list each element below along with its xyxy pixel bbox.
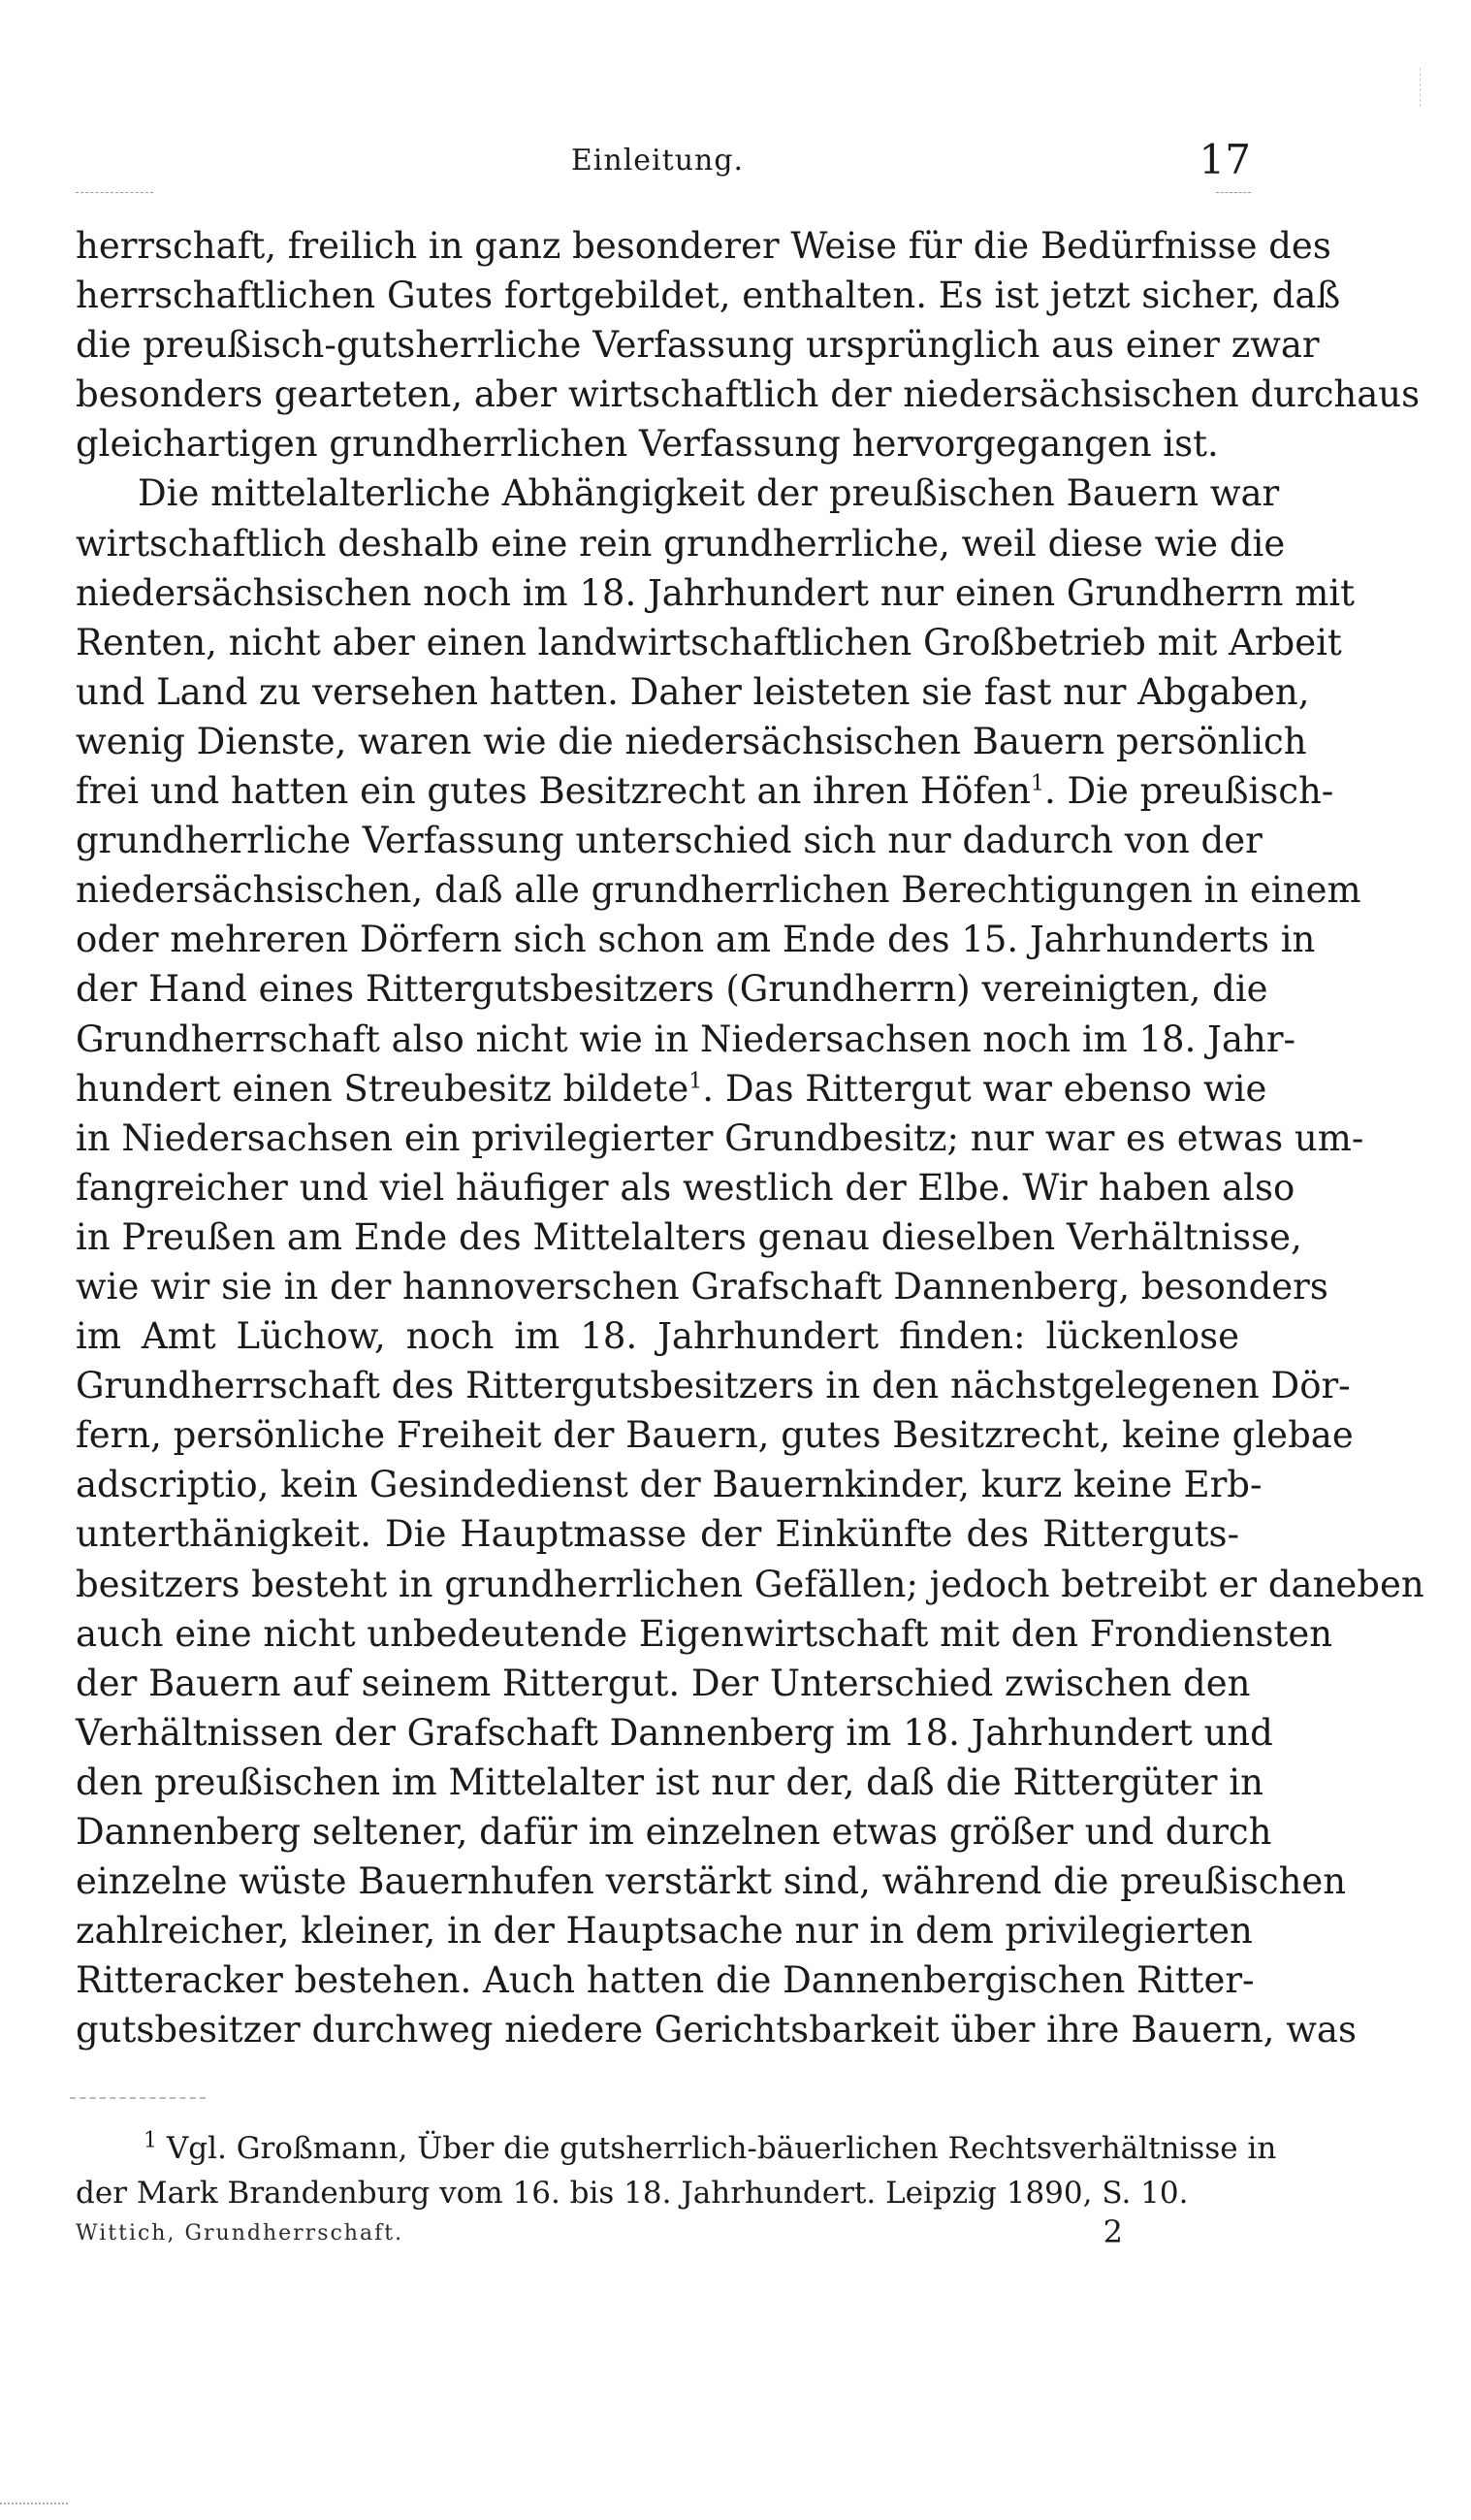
page-number: 17 — [1199, 136, 1251, 183]
text-line: in Preußen am Ende des Mittelalters genau dieselben Verhältnisse, — [76, 1215, 1302, 1258]
text-line: wirtschaftlich deshalb eine rein grundherrliche, weil diese wie die — [76, 522, 1286, 565]
text-line: Verhältnissen der Grafschaft Dannenberg im 18. Jahrhundert und — [76, 1711, 1273, 1754]
text-segment: . Die preußisch- — [1043, 770, 1334, 813]
text-line: im Amt Lüchow, noch im 18. Jahrhundert finden: lückenlose — [76, 1315, 1239, 1358]
text-line: Grundherrschaft also nicht wie in Niedersachsen noch im 18. Jahr- — [76, 1018, 1296, 1060]
footnote-reference: 1 — [688, 1069, 703, 1094]
text-line: Grundherrschaft des Rittergutsbesitzers in den nächstgelegenen Dör- — [76, 1365, 1351, 1407]
text-line: in Niedersachsen ein privilegierter Grundbesitz; nur war es etwas um- — [76, 1116, 1364, 1159]
text-line: zahlreicher, kleiner, in der Hauptsache nur in dem privilegierten — [76, 1910, 1253, 1953]
footnote-text: Vgl. Großmann, Über die gutsherrlich-bäuerlichen Rechtsverhältnisse in — [166, 2131, 1277, 2166]
text-line: herrschaft, freilich in ganz besonderer Weise für die Bedürfnisse des — [76, 225, 1331, 267]
footnote-reference: 1 — [1030, 771, 1044, 796]
text-segment: frei und hatten ein gutes Besitzrecht an ihren Höfen — [76, 770, 1031, 813]
header-mark-left — [76, 192, 153, 193]
text-line: herrschaftlichen Gutes fortgebildet, enthalten. Es ist jetzt sicher, daß — [76, 275, 1341, 317]
sheet-number: 2 — [1103, 2213, 1123, 2250]
footnote-line — [76, 2126, 1277, 2171]
text-line: wie wir sie in der hannoverschen Grafschaft Dannenberg, besonders — [76, 1265, 1328, 1308]
running-title: Einleitung. — [570, 144, 745, 178]
page-header — [76, 136, 1251, 194]
main-text — [76, 221, 1424, 2054]
text-line: oder mehreren Dörfern sich schon am Ende des 15. Jahrhunderts in — [76, 919, 1316, 961]
text-line: Ritteracker bestehen. Auch hatten die Dannenbergischen Ritter- — [76, 1959, 1255, 2002]
text-line: fern, persönliche Freiheit der Bauern, gutes Besitzrecht, keine glebae — [76, 1414, 1354, 1457]
text-line: den preußischen im Mittelalter ist nur der, daß die Rittergüter in — [76, 1761, 1263, 1803]
footnote-line: der Mark Brandenburg vom 16. bis 18. Jahrhundert. Leipzig 1890, S. 10. — [76, 2176, 1189, 2211]
text-line: wenig Dienste, waren wie die niedersächsischen Bauern persönlich — [76, 720, 1307, 762]
text-line: niedersächsischen, daß alle grundherrlichen Berechtigungen in einem — [76, 869, 1361, 912]
text-line: adscriptio, kein Gesindedienst der Bauernkinder, kurz keine Erb- — [76, 1464, 1263, 1506]
text-segment: hundert einen Streubesitz bildete — [76, 1067, 689, 1110]
text-segment: . Das Rittergut war ebenso wie — [702, 1067, 1267, 1110]
text-line: besitzers besteht in grundherrlichen Gefällen; jedoch betreibt er daneben — [76, 1563, 1424, 1605]
scan-edge-mark — [1420, 68, 1423, 107]
text-line-with-footnote-ref — [76, 766, 1334, 816]
text-line: Renten, nicht aber einen landwirtschaftlichen Großbetrieb mit Arbeit — [76, 621, 1342, 663]
text-line: gleichartigen grundherrlichen Verfassung hervorgegangen ist. — [76, 423, 1219, 466]
text-line: niedersächsischen noch im 18. Jahrhundert nur einen Grundherrn mit — [76, 571, 1355, 614]
footnote — [76, 2126, 1277, 2215]
text-line: und Land zu versehen hatten. Daher leisteten sie fast nur Abgaben, — [76, 670, 1310, 713]
text-line-with-footnote-ref — [76, 1064, 1267, 1114]
footnote-marker: 1 — [144, 2128, 157, 2153]
header-mark-right — [1216, 192, 1251, 193]
text-line: fangreicher und viel häufiger als westlich der Elbe. Wir haben also — [76, 1166, 1295, 1209]
scan-edge-mark — [0, 2503, 68, 2504]
footnote-separator — [70, 2097, 206, 2099]
text-line: grundherrliche Verfassung unterschied sich nur dadurch von der — [76, 820, 1263, 862]
printer-signature: Wittich, Grundherrschaft. — [76, 2221, 404, 2245]
text-line: unterthänigkeit. Die Hauptmasse der Einkünfte des Ritterguts- — [76, 1513, 1239, 1556]
text-line: auch eine nicht unbedeutende Eigenwirtschaft mit den Frondiensten — [76, 1612, 1333, 1655]
text-line: Die mittelalterliche Abhängigkeit der preußischen Bauern war — [138, 472, 1280, 515]
text-line: die preußisch-gutsherrliche Verfassung ursprünglich aus einer zwar — [76, 324, 1320, 367]
text-line: gutsbesitzer durchweg niedere Gerichtsbarkeit über ihre Bauern, was — [76, 2009, 1357, 2052]
text-line: einzelne wüste Bauernhufen verstärkt sind, während die preußischen — [76, 1860, 1347, 1903]
printer-signature-line — [76, 2213, 1123, 2256]
text-line: der Bauern auf seinem Rittergut. Der Unterschied zwischen den — [76, 1662, 1251, 1704]
text-line: besonders gearteten, aber wirtschaftlich der niedersächsischen durchaus — [76, 373, 1421, 416]
text-line: der Hand eines Rittergutsbesitzers (Grundherrn) vereinigten, die — [76, 968, 1268, 1011]
text-line: Dannenberg seltener, dafür im einzelnen etwas größer und durch — [76, 1811, 1272, 1853]
